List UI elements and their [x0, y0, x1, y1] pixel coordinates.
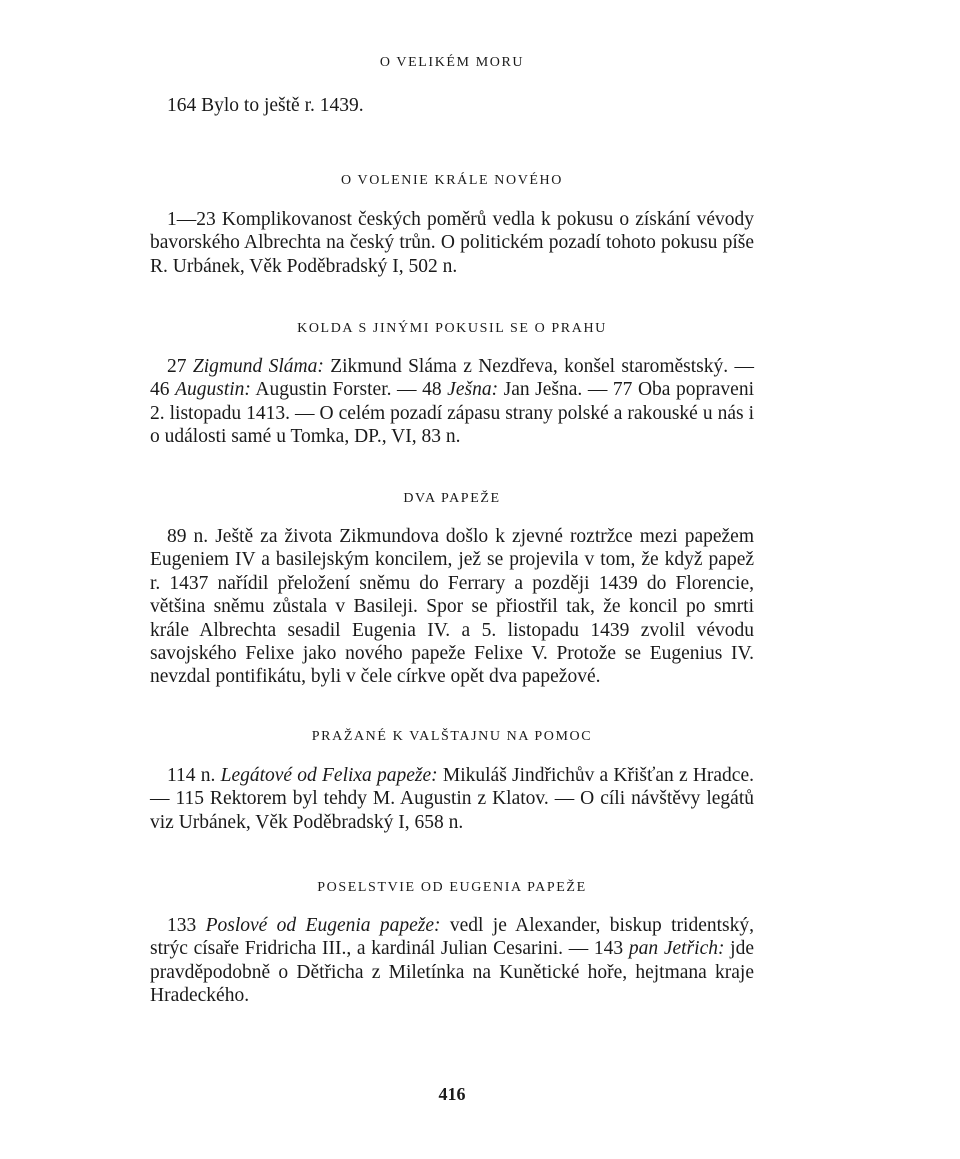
lemma-text: Poslové od Eugenia papeže:: [205, 915, 441, 936]
commentary-text: Mikuláš Jindřichův a Křišťan z Hradce. — 115 Rektorem byl tehdy M. Augustin z Klatov. — O cíli návštěvy legátů viz Urbánek, Věk Poděbradský I, 658 n.: [150, 765, 754, 833]
lemma-text: Augustin:: [175, 379, 251, 401]
commentary-text: Ještě za života Zikmundova došlo k zjevné roztržce mezi papežem Eugeniem IV a basilejským koncilem, jež se projevila v tom, že když papež r. 1437 nařídil přeložení sněmu do Ferrary a později 1439 do Florencie, většina sněmu zůstala v Basileji. Spor se přiostřil tak, že koncil po smrti krále Albrechta sesadil Eugenia IV. a 5. listopadu 1439 zvolil vévodu savojského Felixe jako nového papeže Felixe V. Protože se Eugenius IV. nevzdal pontifikátu, byli v čele církve opět dva papežové.: [150, 526, 754, 688]
lemma-text: Ješna:: [447, 379, 499, 401]
page-number: 416: [438, 1084, 466, 1104]
section-poselstvie: [150, 879, 754, 1008]
line-reference: 89 n.: [167, 526, 216, 547]
line-reference: 114 n.: [167, 765, 221, 786]
section-paragraph: [150, 355, 754, 449]
section-kolda: [150, 320, 754, 449]
lemma-text: Zigmund Sláma:: [192, 356, 324, 377]
line-reference: 27: [167, 356, 193, 377]
commentary-text: Zikmund Sláma z Nezdřeva, konšel staroměstský. — 46: [150, 356, 755, 401]
section-heading: PRAŽANÉ K VALŠTAJNU NA POMOC: [311, 729, 593, 744]
section-paragraph: [150, 764, 754, 834]
lemma-text: Legátové od Felixa papeže:: [220, 765, 438, 786]
line-reference: 164: [167, 95, 202, 116]
section-paragraph: [150, 94, 754, 117]
section-velikem-moru: [150, 54, 754, 117]
section-prazane: [150, 728, 754, 834]
section-paragraph: [150, 525, 754, 689]
section-heading: O VOLENIE KRÁLE NOVÉHO: [341, 173, 563, 188]
line-reference: 1—23: [167, 209, 222, 230]
commentary-text: jde pravděpodobně o Dětřicha z Miletínka na Kunětické hoře, hejtmana kraje Hradeckého.: [150, 938, 754, 1007]
commentary-text: Bylo to ještě r. 1439.: [201, 95, 364, 116]
section-heading: O VELIKÉM MORU: [379, 55, 525, 70]
lemma-text: pan Jetřich:: [628, 938, 725, 960]
line-reference: 133: [167, 915, 206, 936]
section-dva-papeze: [150, 490, 754, 689]
section-volenie-krale: [150, 172, 754, 278]
document-page: [150, 0, 754, 1159]
section-heading: POSELSTVIE OD EUGENIA PAPEŽE: [317, 880, 587, 895]
commentary-text: Augustin Forster. — 48: [250, 379, 448, 401]
section-heading: DVA PAPEŽE: [403, 491, 501, 506]
commentary-text: vedl je Alexander, biskup tridentský, strýc císaře Fridricha III., a kardinál Julian Cesarini. — 143: [150, 915, 755, 960]
section-paragraph: [150, 208, 754, 278]
section-paragraph: [150, 914, 754, 1008]
section-heading: KOLDA S JINÝMI POKUSIL SE O PRAHU: [297, 321, 607, 336]
commentary-text: Jan Ješna. — 77 Oba popraveni 2. listopadu 1413. — O celém pozadí zápasu strany polské a rakouské u nás i o události samé u Tomka, DP., VI, 83 n.: [150, 379, 754, 448]
commentary-text: Komplikovanost českých poměrů vedla k pokusu o získání vévody bavorského Albrechta na český trůn. O politickém pozadí tohoto pokusu píše R. Urbánek, Věk Poděbradský I, 502 n.: [150, 209, 755, 277]
